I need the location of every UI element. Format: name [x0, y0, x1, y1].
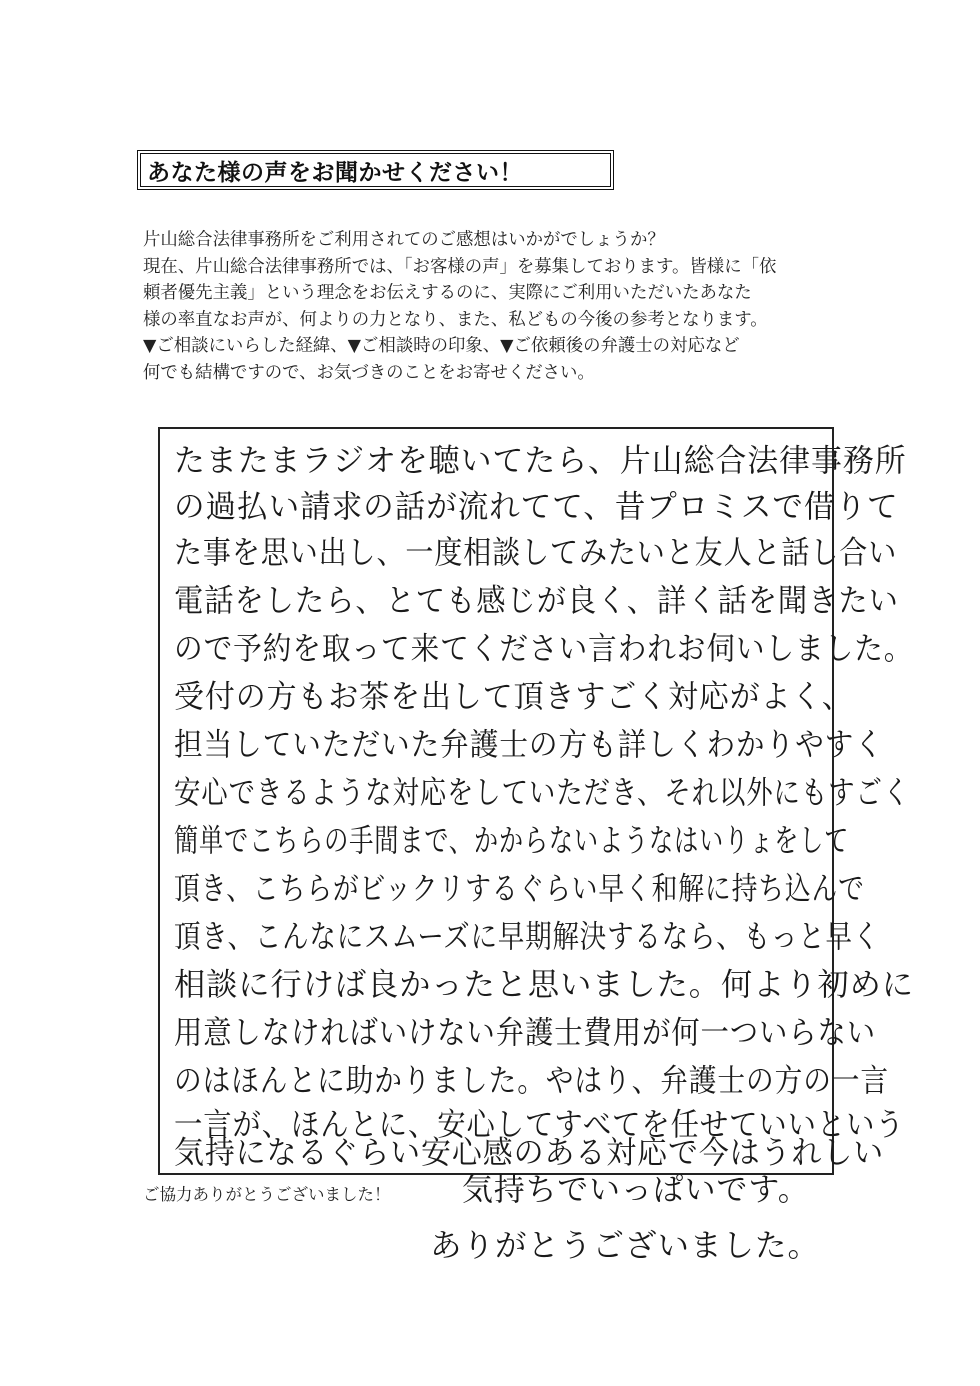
- handwritten-line: 頂き、こんなにスムーズに早期解決するなら、もっと早く: [174, 919, 881, 955]
- handwritten-line: ありがとうございました。: [430, 1228, 821, 1264]
- handwritten-line: 簡単でこちらの手間まで、かからないようなはいりょをして: [174, 823, 850, 859]
- handwritten-line: 一言が、ほんとに、安心してすべてを任せていいという: [174, 1107, 905, 1143]
- page-title: あなた様の声をお聞かせください！: [147, 159, 523, 186]
- handwritten-line: 気持になるぐらい安心感のある対応で今はうれしい: [174, 1135, 885, 1171]
- intro-text: [143, 227, 863, 387]
- answer-box: [158, 427, 915, 1175]
- handwritten-line: 安心できるような対応をしていただき、それ以外にもすごく: [174, 775, 911, 811]
- handwritten-line: た事を思い出し、一度相談してみたいと友人と話し合い: [174, 535, 898, 571]
- title-box: [137, 150, 614, 190]
- handwritten-line: の過払い請求の話が流れてて、昔プロミスで借りて: [174, 489, 899, 525]
- intro-line: 片山総合法律事務所をご利用されてのご感想はいかがでしょうか？: [143, 230, 665, 250]
- handwritten-line: 受付の方もお茶を出して頂きすごく対応がよく、: [174, 679, 853, 715]
- intro-line: 何でも結構ですので、お気づきのことをお寄せください。: [143, 362, 595, 383]
- intro-line: 現在、片山総合法律事務所では、「お客様の声」を募集しております。皆様に「依: [143, 256, 777, 277]
- handwritten-line: たまたまラジオを聴いてたら、片山総合法律事務所: [174, 443, 907, 479]
- thanks-label: ご協力ありがとうございました！: [143, 1185, 391, 1204]
- handwritten-line: 相談に行けば良かったと思いました。何より初めに: [174, 967, 915, 1003]
- handwritten-line: 用意しなければいけない弁護士費用が何一ついらない: [174, 1015, 877, 1051]
- handwritten-line: 電話をしたら、とても感じが良く、詳く話を聞きたい: [174, 583, 899, 619]
- intro-line: 様の率直なお声が、何よりの力となり、また、私どもの今後の参考となります。: [143, 309, 768, 330]
- handwritten-line: 担当していただいた弁護士の方も詳しくわかりやすく: [174, 727, 884, 763]
- handwritten-line: のはほんとに助かりました。やはり、弁護士の方の一言: [174, 1063, 890, 1099]
- intro-line: 頼者優先主義」という理念をお伝えするのに、実際にご利用いただいたあなた: [143, 283, 752, 304]
- handwritten-line: 気持ちでいっぱいです。: [462, 1172, 810, 1208]
- handwritten-line: 頂き、こちらがビックリするぐらい早く和解に持ち込んで: [174, 871, 865, 907]
- handwritten-line: ので予約を取って来てください言われお伺いしました。: [174, 631, 914, 667]
- intro-line: ▼ご相談にいらした経緯、▼ご相談時の印象、▼ご依頼後の弁護士の対応など: [143, 336, 740, 357]
